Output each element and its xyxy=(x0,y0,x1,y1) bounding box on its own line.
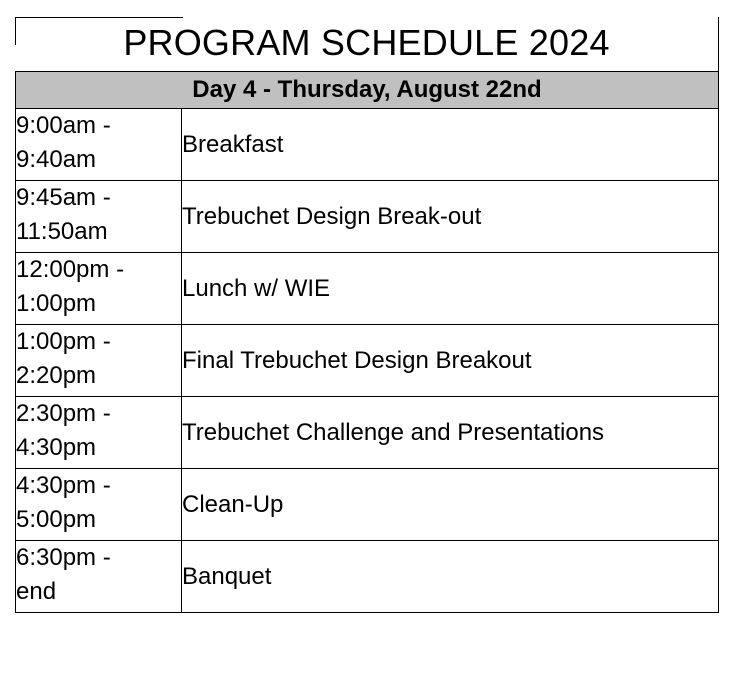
event-cell: Breakfast xyxy=(182,109,719,181)
event-cell: Clean-Up xyxy=(182,469,719,541)
schedule-sheet xyxy=(15,17,719,613)
time-cell xyxy=(16,541,182,613)
event-cell: Trebuchet Challenge and Presentations xyxy=(182,397,719,469)
event-cell: Lunch w/ WIE xyxy=(182,253,719,325)
day-header: Day 4 - Thursday, August 22nd xyxy=(16,72,719,109)
time-cell xyxy=(16,181,182,253)
time-start: 4:30pm - xyxy=(16,472,111,499)
time-start: 12:00pm - xyxy=(16,256,125,283)
time-cell xyxy=(16,469,182,541)
event-cell: Final Trebuchet Design Breakout xyxy=(182,325,719,397)
time-cell xyxy=(16,109,182,181)
table-row xyxy=(16,541,719,613)
time-start: 1:00pm - xyxy=(16,328,111,355)
time-end: 11:50am xyxy=(16,218,108,245)
time-end: 5:00pm xyxy=(16,506,97,533)
table-row xyxy=(16,181,719,253)
time-cell xyxy=(16,325,182,397)
page-title: PROGRAM SCHEDULE 2024 xyxy=(123,22,610,63)
title-border-top xyxy=(15,17,183,18)
time-cell xyxy=(16,253,182,325)
time-cell xyxy=(16,397,182,469)
time-end: 9:40am xyxy=(16,146,97,173)
time-start: 9:00am - xyxy=(16,112,111,139)
table-row xyxy=(16,253,719,325)
time-end: 4:30pm xyxy=(16,434,97,461)
time-end: 2:20pm xyxy=(16,362,97,389)
schedule-table xyxy=(15,71,719,613)
event-cell: Banquet xyxy=(182,541,719,613)
table-row xyxy=(16,325,719,397)
table-row xyxy=(16,469,719,541)
table-row xyxy=(16,109,719,181)
time-end: 1:00pm xyxy=(16,290,97,317)
title-row xyxy=(15,17,719,71)
time-start: 2:30pm - xyxy=(16,400,111,427)
event-cell: Trebuchet Design Break-out xyxy=(182,181,719,253)
time-start: 6:30pm - xyxy=(16,544,111,571)
table-row xyxy=(16,397,719,469)
time-start: 9:45am - xyxy=(16,184,111,211)
time-end: end xyxy=(16,578,57,605)
